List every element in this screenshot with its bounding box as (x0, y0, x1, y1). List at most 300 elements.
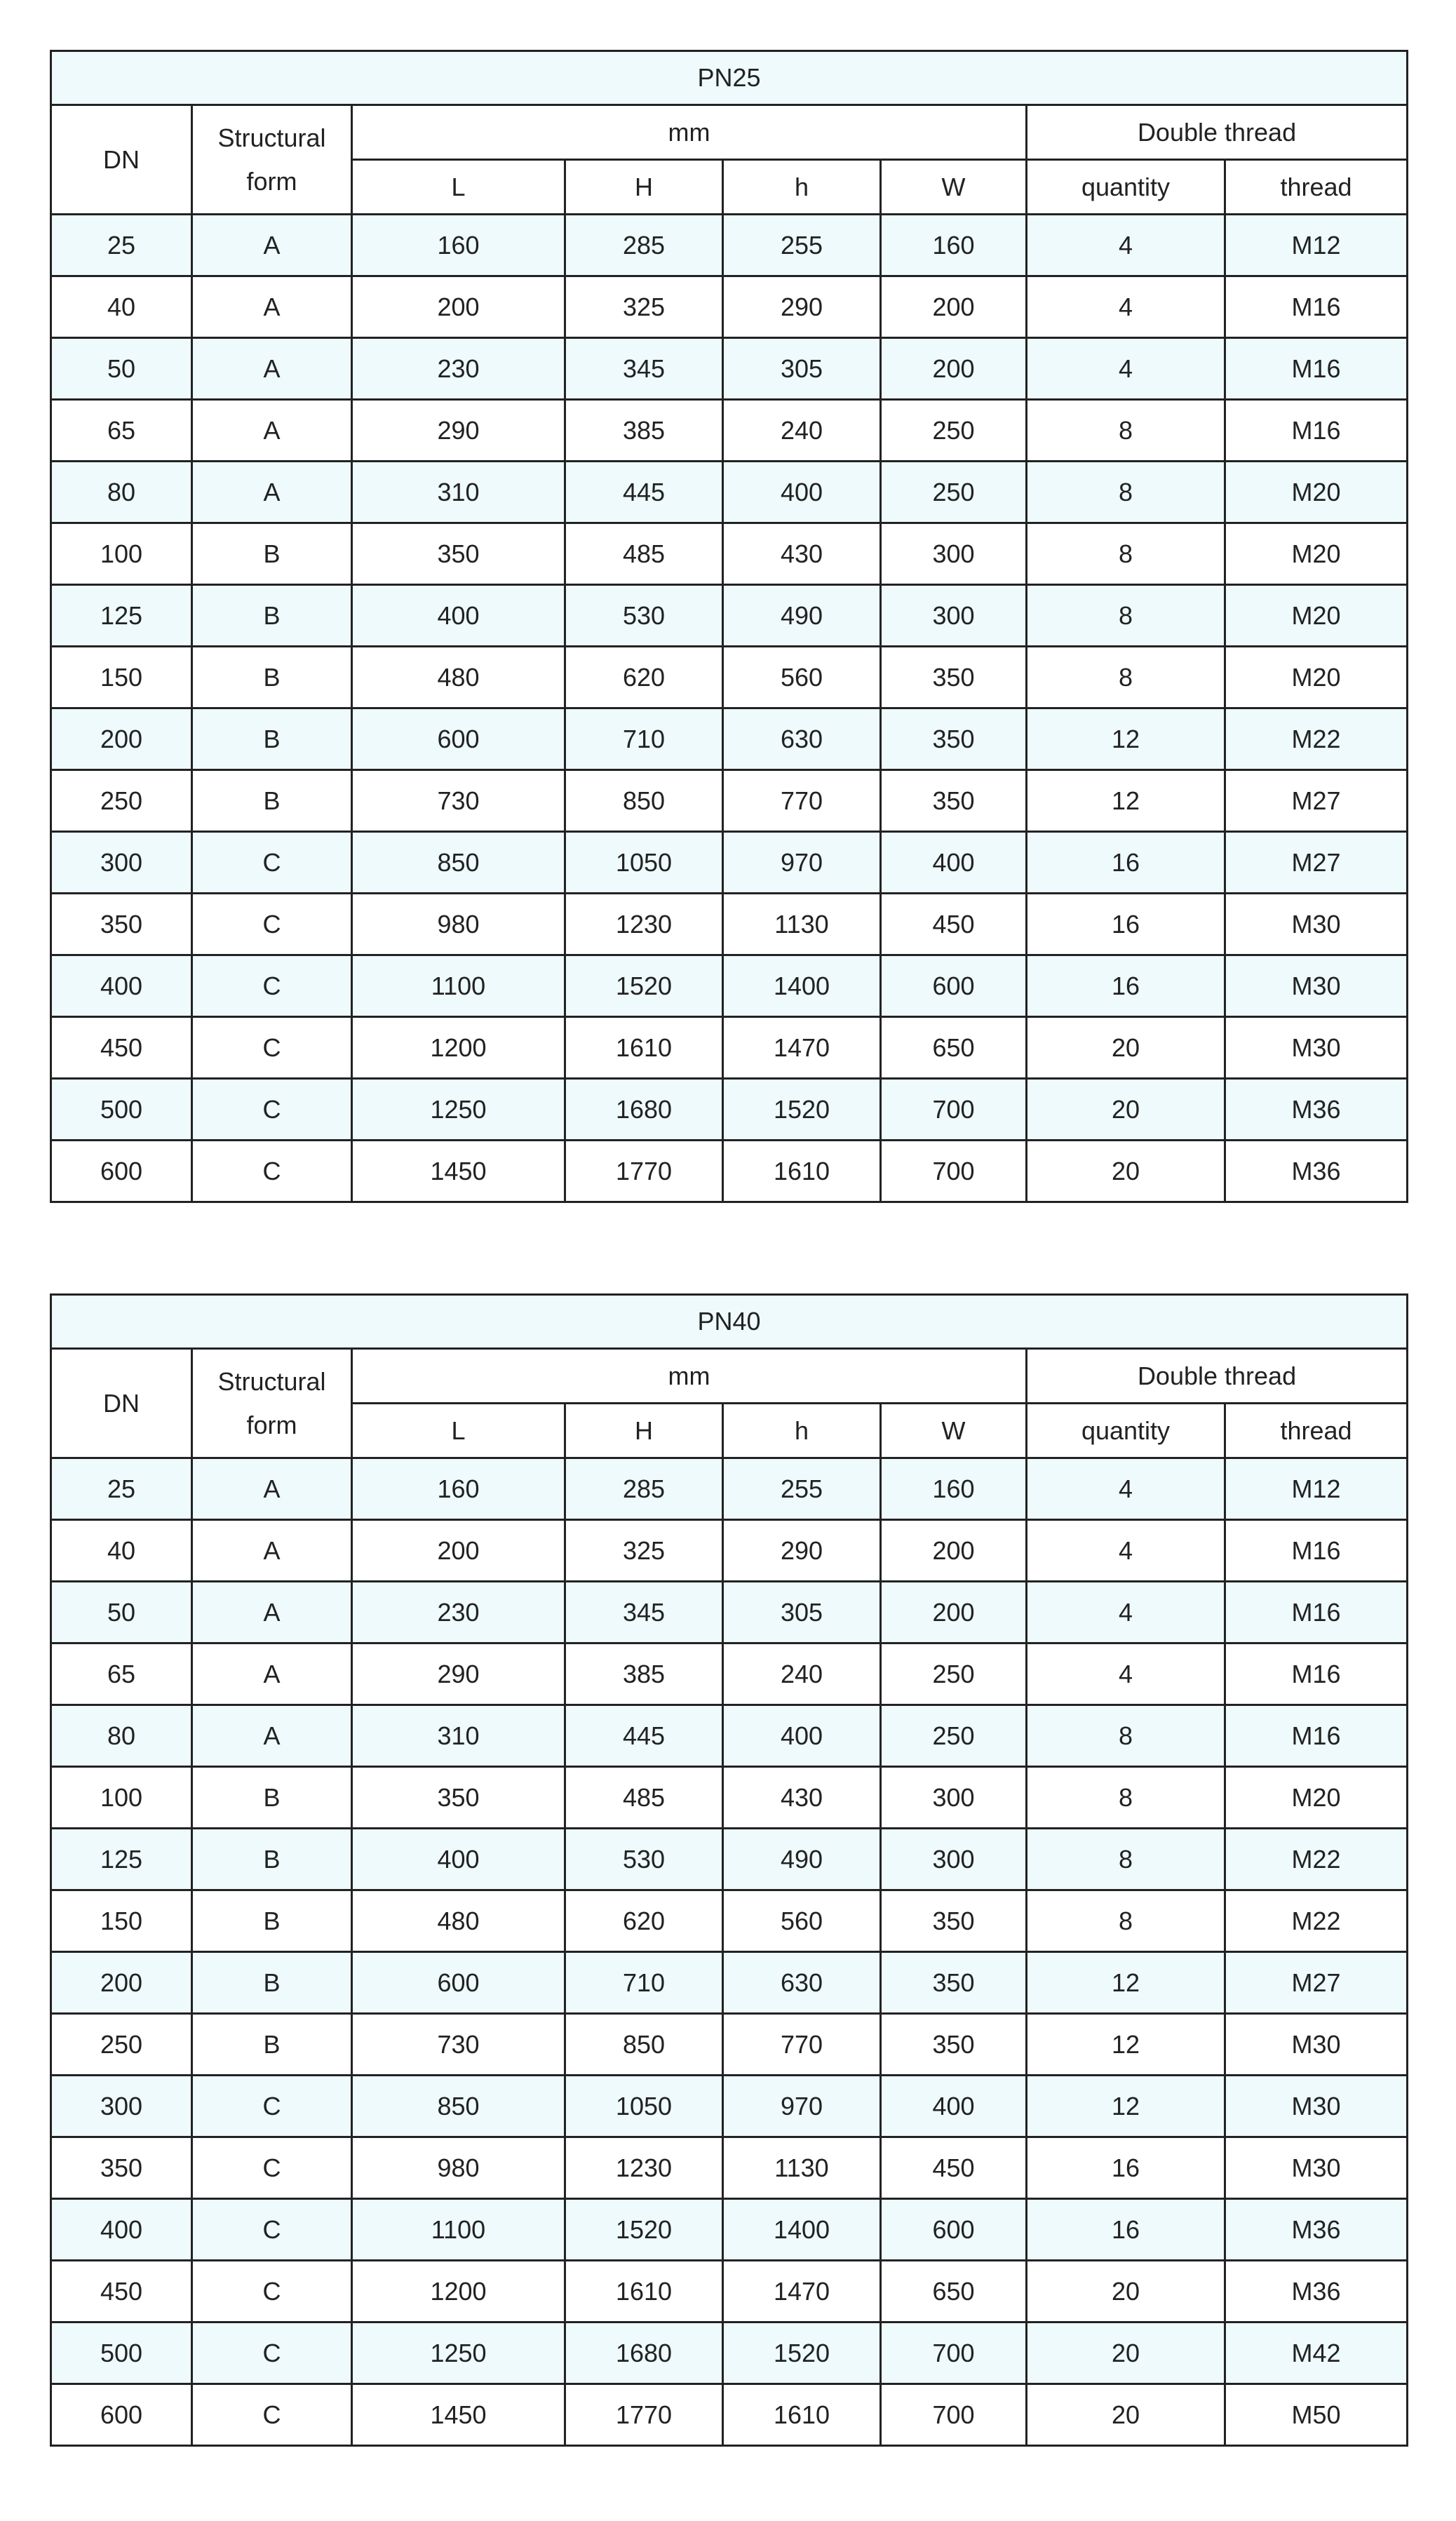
cell-dn: 80 (51, 462, 192, 523)
cell-quantity: 16 (1027, 955, 1225, 1017)
cell-dn: 125 (51, 585, 192, 647)
cell-w: 350 (881, 708, 1027, 770)
cell-l: 1100 (352, 2199, 565, 2261)
cell-w: 160 (881, 215, 1027, 276)
cell-thread: M36 (1225, 2199, 1408, 2261)
table-row (51, 1079, 1408, 1141)
cell-upper-h: 1230 (565, 2137, 723, 2199)
header-l: L (352, 1404, 565, 1458)
cell-structural-form: B (192, 2014, 352, 2076)
table-row (51, 1458, 1408, 1520)
cell-l: 850 (352, 2076, 565, 2137)
cell-quantity: 20 (1027, 2384, 1225, 2446)
cell-quantity: 4 (1027, 1520, 1225, 1582)
cell-upper-h: 285 (565, 1458, 723, 1520)
cell-thread: M20 (1225, 462, 1408, 523)
cell-upper-h: 530 (565, 585, 723, 647)
cell-upper-h: 485 (565, 523, 723, 585)
cell-lower-h: 255 (723, 215, 881, 276)
cell-quantity: 12 (1027, 708, 1225, 770)
cell-l: 350 (352, 523, 565, 585)
cell-lower-h: 770 (723, 770, 881, 832)
cell-w: 200 (881, 1582, 1027, 1643)
cell-thread: M36 (1225, 2261, 1408, 2322)
cell-thread: M20 (1225, 647, 1408, 708)
cell-lower-h: 430 (723, 1767, 881, 1829)
cell-w: 600 (881, 2199, 1027, 2261)
cell-l: 400 (352, 1829, 565, 1890)
cell-upper-h: 285 (565, 215, 723, 276)
cell-lower-h: 1400 (723, 955, 881, 1017)
cell-quantity: 20 (1027, 2322, 1225, 2384)
cell-l: 1100 (352, 955, 565, 1017)
header-mm: mm (352, 105, 1027, 160)
cell-thread: M30 (1225, 2014, 1408, 2076)
cell-dn: 450 (51, 2261, 192, 2322)
cell-thread: M30 (1225, 2137, 1408, 2199)
table-row (51, 2076, 1408, 2137)
cell-w: 250 (881, 400, 1027, 462)
cell-dn: 350 (51, 894, 192, 955)
cell-structural-form: A (192, 1458, 352, 1520)
cell-w: 350 (881, 647, 1027, 708)
cell-lower-h: 400 (723, 1705, 881, 1767)
cell-lower-h: 630 (723, 1952, 881, 2014)
cell-l: 730 (352, 770, 565, 832)
header-thread: thread (1225, 160, 1408, 215)
cell-lower-h: 1520 (723, 1079, 881, 1141)
table-row (51, 462, 1408, 523)
cell-structural-form: A (192, 462, 352, 523)
cell-structural-form: C (192, 2199, 352, 2261)
table-row (51, 955, 1408, 1017)
cell-structural-form: B (192, 523, 352, 585)
cell-w: 650 (881, 2261, 1027, 2322)
cell-thread: M12 (1225, 215, 1408, 276)
header-structural-form: Structural form (192, 105, 352, 215)
cell-dn: 80 (51, 1705, 192, 1767)
cell-w: 200 (881, 338, 1027, 400)
cell-structural-form: A (192, 1643, 352, 1705)
cell-quantity: 8 (1027, 585, 1225, 647)
cell-quantity: 4 (1027, 338, 1225, 400)
cell-l: 400 (352, 585, 565, 647)
cell-quantity: 20 (1027, 2261, 1225, 2322)
cell-thread: M16 (1225, 276, 1408, 338)
cell-l: 980 (352, 2137, 565, 2199)
cell-lower-h: 430 (723, 523, 881, 585)
table-row (51, 2014, 1408, 2076)
cell-upper-h: 1610 (565, 1017, 723, 1079)
table-row (51, 1520, 1408, 1582)
cell-lower-h: 290 (723, 1520, 881, 1582)
table-row (51, 2137, 1408, 2199)
header-thread: thread (1225, 1404, 1408, 1458)
header-dn: DN (51, 105, 192, 215)
cell-quantity: 20 (1027, 1141, 1225, 1202)
cell-dn: 600 (51, 2384, 192, 2446)
cell-lower-h: 1130 (723, 894, 881, 955)
cell-upper-h: 1520 (565, 955, 723, 1017)
cell-l: 1200 (352, 1017, 565, 1079)
cell-structural-form: C (192, 2076, 352, 2137)
cell-lower-h: 1470 (723, 1017, 881, 1079)
cell-dn: 100 (51, 1767, 192, 1829)
cell-dn: 300 (51, 2076, 192, 2137)
cell-quantity: 16 (1027, 2199, 1225, 2261)
cell-quantity: 4 (1027, 1643, 1225, 1705)
cell-structural-form: B (192, 585, 352, 647)
cell-structural-form: A (192, 400, 352, 462)
table-row (51, 523, 1408, 585)
cell-quantity: 12 (1027, 2014, 1225, 2076)
cell-lower-h: 1520 (723, 2322, 881, 2384)
cell-quantity: 8 (1027, 462, 1225, 523)
cell-quantity: 20 (1027, 1079, 1225, 1141)
cell-upper-h: 1050 (565, 832, 723, 894)
cell-quantity: 8 (1027, 523, 1225, 585)
cell-structural-form: B (192, 770, 352, 832)
cell-upper-h: 1050 (565, 2076, 723, 2137)
cell-w: 300 (881, 523, 1027, 585)
cell-upper-h: 385 (565, 400, 723, 462)
cell-dn: 450 (51, 1017, 192, 1079)
cell-quantity: 8 (1027, 1890, 1225, 1952)
cell-upper-h: 1680 (565, 1079, 723, 1141)
cell-structural-form: C (192, 894, 352, 955)
cell-dn: 40 (51, 276, 192, 338)
cell-upper-h: 620 (565, 647, 723, 708)
cell-lower-h: 1470 (723, 2261, 881, 2322)
cell-l: 480 (352, 647, 565, 708)
cell-structural-form: A (192, 215, 352, 276)
cell-w: 700 (881, 1141, 1027, 1202)
table-row (51, 1017, 1408, 1079)
cell-l: 310 (352, 462, 565, 523)
cell-lower-h: 400 (723, 462, 881, 523)
cell-dn: 50 (51, 1582, 192, 1643)
cell-w: 250 (881, 1705, 1027, 1767)
cell-dn: 40 (51, 1520, 192, 1582)
cell-lower-h: 1130 (723, 2137, 881, 2199)
cell-lower-h: 970 (723, 2076, 881, 2137)
cell-thread: M22 (1225, 1890, 1408, 1952)
cell-lower-h: 630 (723, 708, 881, 770)
cell-dn: 100 (51, 523, 192, 585)
cell-l: 350 (352, 1767, 565, 1829)
cell-dn: 300 (51, 832, 192, 894)
table-row (51, 1890, 1408, 1952)
table-row (51, 276, 1408, 338)
cell-structural-form: A (192, 276, 352, 338)
table-row (51, 338, 1408, 400)
cell-thread: M27 (1225, 832, 1408, 894)
cell-dn: 200 (51, 1952, 192, 2014)
cell-l: 200 (352, 276, 565, 338)
header-double-thread: Double thread (1027, 1349, 1408, 1404)
cell-quantity: 12 (1027, 1952, 1225, 2014)
cell-quantity: 8 (1027, 647, 1225, 708)
header-w: W (881, 1404, 1027, 1458)
cell-quantity: 4 (1027, 215, 1225, 276)
table-row (51, 2199, 1408, 2261)
cell-upper-h: 530 (565, 1829, 723, 1890)
cell-structural-form: B (192, 1952, 352, 2014)
table-row (51, 1643, 1408, 1705)
cell-thread: M30 (1225, 1017, 1408, 1079)
cell-dn: 350 (51, 2137, 192, 2199)
cell-structural-form: C (192, 1079, 352, 1141)
cell-structural-form: C (192, 2137, 352, 2199)
cell-lower-h: 240 (723, 400, 881, 462)
cell-upper-h: 850 (565, 770, 723, 832)
cell-upper-h: 1610 (565, 2261, 723, 2322)
cell-quantity: 8 (1027, 1767, 1225, 1829)
cell-thread: M20 (1225, 585, 1408, 647)
cell-quantity: 12 (1027, 2076, 1225, 2137)
cell-structural-form: B (192, 1890, 352, 1952)
table-row (51, 400, 1408, 462)
cell-w: 400 (881, 2076, 1027, 2137)
cell-l: 310 (352, 1705, 565, 1767)
cell-l: 1450 (352, 2384, 565, 2446)
cell-l: 730 (352, 2014, 565, 2076)
cell-structural-form: B (192, 1767, 352, 1829)
cell-lower-h: 770 (723, 2014, 881, 2076)
cell-l: 480 (352, 1890, 565, 1952)
table-row (51, 1829, 1408, 1890)
cell-lower-h: 305 (723, 338, 881, 400)
cell-structural-form: B (192, 647, 352, 708)
header-lower-h: h (723, 160, 881, 215)
cell-upper-h: 1770 (565, 2384, 723, 2446)
cell-upper-h: 325 (565, 1520, 723, 1582)
cell-thread: M30 (1225, 894, 1408, 955)
header-upper-h: H (565, 1404, 723, 1458)
cell-l: 1250 (352, 1079, 565, 1141)
cell-structural-form: C (192, 955, 352, 1017)
cell-dn: 150 (51, 1890, 192, 1952)
pn25-spec-table (50, 50, 1408, 1203)
cell-w: 450 (881, 2137, 1027, 2199)
cell-thread: M30 (1225, 955, 1408, 1017)
cell-w: 300 (881, 585, 1027, 647)
cell-quantity: 4 (1027, 1458, 1225, 1520)
cell-structural-form: A (192, 1705, 352, 1767)
header-w: W (881, 160, 1027, 215)
header-double-thread: Double thread (1027, 105, 1408, 160)
pn25-rows (51, 215, 1408, 1202)
table-row (51, 1705, 1408, 1767)
cell-thread: M16 (1225, 338, 1408, 400)
cell-lower-h: 255 (723, 1458, 881, 1520)
cell-w: 300 (881, 1767, 1027, 1829)
cell-quantity: 4 (1027, 276, 1225, 338)
header-l: L (352, 160, 565, 215)
cell-structural-form: A (192, 338, 352, 400)
cell-w: 200 (881, 1520, 1027, 1582)
cell-l: 600 (352, 1952, 565, 2014)
cell-l: 160 (352, 215, 565, 276)
header-upper-h: H (565, 160, 723, 215)
cell-thread: M16 (1225, 1643, 1408, 1705)
table-row (51, 2384, 1408, 2446)
cell-upper-h: 385 (565, 1643, 723, 1705)
cell-lower-h: 560 (723, 1890, 881, 1952)
header-lower-h: h (723, 1404, 881, 1458)
cell-w: 700 (881, 1079, 1027, 1141)
cell-l: 600 (352, 708, 565, 770)
cell-upper-h: 620 (565, 1890, 723, 1952)
cell-l: 850 (352, 832, 565, 894)
cell-thread: M22 (1225, 1829, 1408, 1890)
cell-w: 400 (881, 832, 1027, 894)
cell-dn: 25 (51, 215, 192, 276)
cell-thread: M36 (1225, 1141, 1408, 1202)
cell-structural-form: C (192, 2384, 352, 2446)
cell-l: 1200 (352, 2261, 565, 2322)
table-row (51, 708, 1408, 770)
cell-upper-h: 345 (565, 1582, 723, 1643)
cell-thread: M16 (1225, 400, 1408, 462)
table-row (51, 894, 1408, 955)
cell-upper-h: 485 (565, 1767, 723, 1829)
cell-dn: 400 (51, 2199, 192, 2261)
cell-w: 160 (881, 1458, 1027, 1520)
cell-w: 450 (881, 894, 1027, 955)
cell-l: 1250 (352, 2322, 565, 2384)
cell-quantity: 8 (1027, 400, 1225, 462)
table-row (51, 647, 1408, 708)
cell-dn: 65 (51, 1643, 192, 1705)
cell-structural-form: C (192, 832, 352, 894)
cell-dn: 50 (51, 338, 192, 400)
cell-upper-h: 710 (565, 708, 723, 770)
cell-w: 600 (881, 955, 1027, 1017)
table-row (51, 215, 1408, 276)
table-row (51, 1141, 1408, 1202)
cell-lower-h: 490 (723, 585, 881, 647)
cell-structural-form: C (192, 2261, 352, 2322)
cell-w: 250 (881, 1643, 1027, 1705)
cell-structural-form: B (192, 708, 352, 770)
cell-w: 700 (881, 2384, 1027, 2446)
table-row (51, 585, 1408, 647)
cell-w: 700 (881, 2322, 1027, 2384)
cell-thread: M30 (1225, 2076, 1408, 2137)
cell-upper-h: 1230 (565, 894, 723, 955)
cell-dn: 400 (51, 955, 192, 1017)
cell-thread: M12 (1225, 1458, 1408, 1520)
cell-structural-form: B (192, 1829, 352, 1890)
cell-upper-h: 1520 (565, 2199, 723, 2261)
cell-dn: 200 (51, 708, 192, 770)
table-title: PN40 (51, 1295, 1408, 1349)
cell-structural-form: C (192, 1017, 352, 1079)
cell-quantity: 4 (1027, 1582, 1225, 1643)
table-row (51, 2322, 1408, 2384)
table-row (51, 1582, 1408, 1643)
cell-dn: 125 (51, 1829, 192, 1890)
cell-w: 650 (881, 1017, 1027, 1079)
cell-structural-form: A (192, 1520, 352, 1582)
cell-structural-form: C (192, 1141, 352, 1202)
cell-upper-h: 345 (565, 338, 723, 400)
cell-quantity: 16 (1027, 2137, 1225, 2199)
cell-thread: M27 (1225, 1952, 1408, 2014)
cell-dn: 250 (51, 770, 192, 832)
cell-dn: 500 (51, 1079, 192, 1141)
cell-upper-h: 1770 (565, 1141, 723, 1202)
cell-l: 1450 (352, 1141, 565, 1202)
cell-thread: M16 (1225, 1582, 1408, 1643)
cell-quantity: 16 (1027, 832, 1225, 894)
cell-dn: 65 (51, 400, 192, 462)
cell-thread: M20 (1225, 523, 1408, 585)
cell-w: 250 (881, 462, 1027, 523)
cell-l: 290 (352, 400, 565, 462)
cell-thread: M16 (1225, 1705, 1408, 1767)
pn40-rows (51, 1458, 1408, 2446)
cell-structural-form: C (192, 2322, 352, 2384)
header-structural-form: Structural form (192, 1349, 352, 1458)
table-row (51, 770, 1408, 832)
cell-thread: M16 (1225, 1520, 1408, 1582)
cell-dn: 250 (51, 2014, 192, 2076)
cell-l: 980 (352, 894, 565, 955)
table-row (51, 2261, 1408, 2322)
cell-lower-h: 305 (723, 1582, 881, 1643)
cell-upper-h: 710 (565, 1952, 723, 2014)
cell-lower-h: 290 (723, 276, 881, 338)
cell-l: 230 (352, 338, 565, 400)
cell-dn: 150 (51, 647, 192, 708)
cell-upper-h: 445 (565, 462, 723, 523)
cell-structural-form: A (192, 1582, 352, 1643)
cell-upper-h: 325 (565, 276, 723, 338)
cell-w: 200 (881, 276, 1027, 338)
cell-quantity: 8 (1027, 1705, 1225, 1767)
cell-lower-h: 560 (723, 647, 881, 708)
cell-dn: 25 (51, 1458, 192, 1520)
table-row (51, 1767, 1408, 1829)
cell-w: 350 (881, 770, 1027, 832)
cell-lower-h: 240 (723, 1643, 881, 1705)
cell-quantity: 20 (1027, 1017, 1225, 1079)
cell-dn: 500 (51, 2322, 192, 2384)
cell-l: 290 (352, 1643, 565, 1705)
cell-lower-h: 490 (723, 1829, 881, 1890)
cell-upper-h: 445 (565, 1705, 723, 1767)
cell-thread: M50 (1225, 2384, 1408, 2446)
header-quantity: quantity (1027, 1404, 1225, 1458)
cell-l: 230 (352, 1582, 565, 1643)
cell-l: 160 (352, 1458, 565, 1520)
cell-lower-h: 1610 (723, 1141, 881, 1202)
cell-thread: M36 (1225, 1079, 1408, 1141)
cell-w: 350 (881, 2014, 1027, 2076)
cell-l: 200 (352, 1520, 565, 1582)
cell-thread: M20 (1225, 1767, 1408, 1829)
cell-thread: M22 (1225, 708, 1408, 770)
cell-quantity: 8 (1027, 1829, 1225, 1890)
header-dn: DN (51, 1349, 192, 1458)
cell-lower-h: 1400 (723, 2199, 881, 2261)
table-row (51, 1952, 1408, 2014)
pn40-spec-table (50, 1293, 1408, 2447)
header-quantity: quantity (1027, 160, 1225, 215)
cell-dn: 600 (51, 1141, 192, 1202)
